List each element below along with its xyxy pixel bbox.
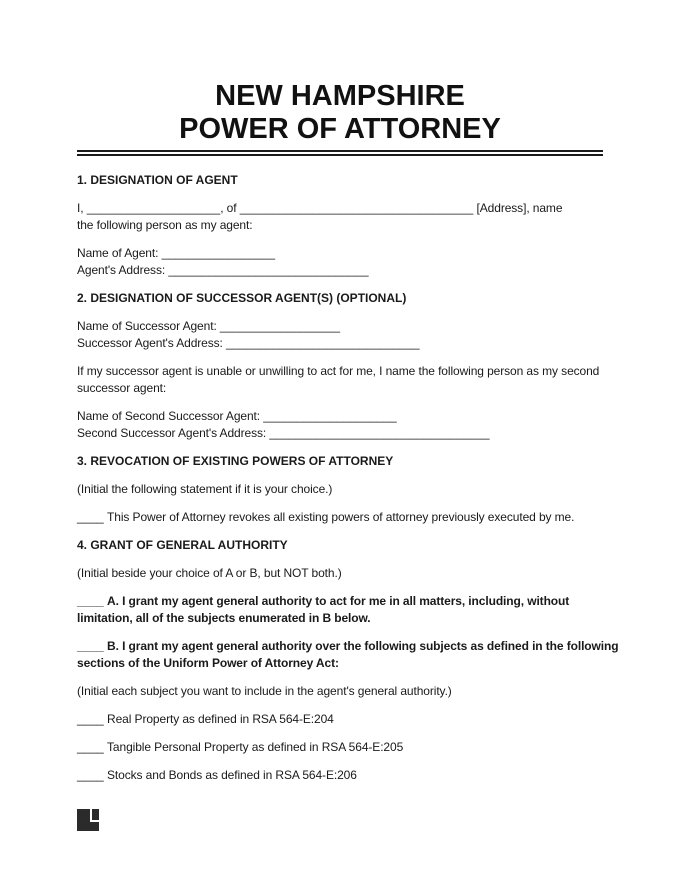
- agent-name-label: Name of Agent:: [77, 246, 162, 260]
- second-successor-address-label: Second Successor Agent's Address:: [77, 426, 270, 440]
- subject-stocks-bonds-initial-blank[interactable]: ____: [77, 768, 108, 782]
- successor-name-label: Name of Successor Agent:: [77, 319, 220, 333]
- subject-real-property-initial-blank[interactable]: ____: [77, 712, 108, 726]
- subject-real-property-line: [77, 711, 603, 728]
- second-successor-address-blank[interactable]: _________________________________: [269, 426, 490, 440]
- subject-stocks-bonds: [77, 767, 603, 784]
- revocation-statement: [77, 509, 603, 526]
- option-b-initial-blank[interactable]: ____: [77, 639, 108, 653]
- subject-stocks-bonds-text: Stocks and Bonds as defined in RSA 564-E:206: [107, 768, 357, 782]
- second-successor-name-blank[interactable]: ____________________: [263, 409, 397, 423]
- successor-name-field-line: [77, 318, 603, 335]
- subject-tangible-property-initial-blank[interactable]: ____: [77, 740, 108, 754]
- agent-name-field-line: [77, 245, 603, 262]
- agent-fields: [77, 245, 603, 279]
- principal-name-blank[interactable]: ____________________: [86, 201, 221, 215]
- option-b: [77, 638, 619, 672]
- second-successor-address-field-line: [77, 425, 603, 442]
- revocation-statement-line: [77, 509, 603, 526]
- successor-address-label: Successor Agent's Address:: [77, 336, 227, 350]
- agent-address-blank[interactable]: ______________________________: [168, 263, 369, 277]
- agent-name-blank[interactable]: _________________: [161, 246, 276, 260]
- option-a-line-2: limitation, all of the subjects enumerated in B below.: [77, 611, 371, 625]
- intro-prefix: I,: [77, 201, 87, 215]
- option-a-text-line-1: A. I grant my agent general authority to act for me in all matters, including, without: [107, 594, 570, 608]
- second-successor-name-field-line: [77, 408, 603, 425]
- agent-address-label: Agent's Address:: [77, 263, 169, 277]
- agent-address-field-line: [77, 262, 603, 279]
- principal-address-blank[interactable]: ___________________________________: [239, 201, 474, 215]
- subjects-note-line: (Initial each subject you want to include in the agent's general authority.): [77, 684, 452, 698]
- subject-stocks-bonds-line: [77, 767, 603, 784]
- intro-mid: , of: [220, 201, 240, 215]
- title-divider: [77, 150, 603, 156]
- successor-name-blank[interactable]: __________________: [219, 319, 341, 333]
- intro-line-2: the following person as my agent:: [77, 218, 253, 232]
- section-1-heading: 1. DESIGNATION OF AGENT: [77, 173, 238, 187]
- revocation-initial-blank[interactable]: ____: [77, 510, 108, 524]
- legaltemplates-logo-icon: [77, 809, 99, 831]
- section-4-note: [77, 565, 603, 582]
- section-4-heading: 4. GRANT OF GENERAL AUTHORITY: [77, 538, 288, 552]
- option-b-text-line-1: B. I grant my agent general authority over the following subjects as defined in the following: [107, 639, 619, 653]
- subject-real-property-text: Real Property as defined in RSA 564-E:204: [107, 712, 334, 726]
- section-4-note-line: (Initial beside your choice of A or B, but NOT both.): [77, 566, 342, 580]
- subject-tangible-property-text: Tangible Personal Property as defined in RSA 564-E:205: [107, 740, 404, 754]
- option-a-line-1: [77, 593, 603, 610]
- revocation-statement-text: This Power of Attorney revokes all existing powers of attorney previously executed by me.: [107, 510, 575, 524]
- second-successor-intro-line-2: successor agent:: [77, 381, 167, 395]
- section-3-note: [77, 481, 603, 498]
- option-a-initial-blank[interactable]: ____: [77, 594, 108, 608]
- intro-line-1: [77, 200, 603, 217]
- section-2-heading: 2. DESIGNATION OF SUCCESSOR AGENT(S) (OPTIONAL): [77, 291, 407, 305]
- option-b-line-2: sections of the Uniform Power of Attorney Act:: [77, 656, 339, 670]
- subject-tangible-property-line: [77, 739, 603, 756]
- subject-real-property: [77, 711, 603, 728]
- logo-notch: [90, 809, 99, 822]
- successor-address-field-line: [77, 335, 603, 352]
- subject-tangible-property: [77, 739, 603, 756]
- successor-fields: [77, 318, 603, 352]
- section-3-note-line: (Initial the following statement if it is your choice.): [77, 482, 333, 496]
- section-1-intro: [77, 200, 603, 234]
- second-successor-intro-line-1: If my successor agent is unable or unwilling to act for me, I name the following person as my second: [77, 364, 600, 378]
- second-successor-name-label: Name of Second Successor Agent:: [77, 409, 264, 423]
- second-successor-intro: [77, 363, 603, 397]
- title-line-2: POWER OF ATTORNEY: [179, 113, 501, 145]
- option-b-line-1: [77, 638, 619, 655]
- page-title: [77, 80, 603, 146]
- second-successor-fields: [77, 408, 603, 442]
- section-3-heading: 3. REVOCATION OF EXISTING POWERS OF ATTORNEY: [77, 454, 394, 468]
- title-line-1: NEW HAMPSHIRE: [215, 80, 465, 112]
- successor-address-blank[interactable]: _____________________________: [226, 336, 420, 350]
- intro-suffix: [Address], name: [473, 201, 563, 215]
- subjects-note: [77, 683, 603, 700]
- option-a: [77, 593, 603, 627]
